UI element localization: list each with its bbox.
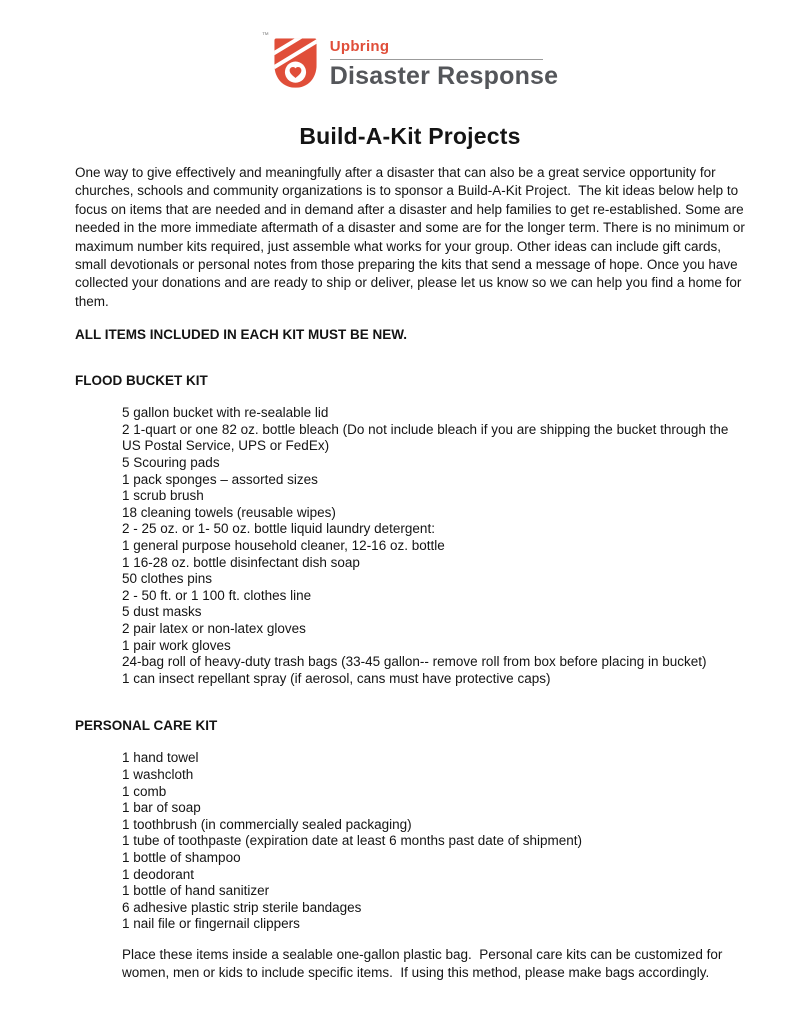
intro-paragraph: One way to give effectively and meaningfully after a disaster that can also be a great service opportunity for churches, schools and community organizations is to sponsor a Build-A-Kit Project. The kit ideas below help to focus on items that are needed and in demand after a disaster and help families to get re-established. Some are needed in the more immediate aftermath of a disaster and some are for the longer term. There is no minimum or maximum number kits required, just assemble what works for your group. Other ideas can include gift cards, small devotionals or personal notes from those preparing the kits that send a message of hope. Once you have collected your donations and are ready to ship or deliver, please let us know so we can help you find a home for them. xyxy=(75,165,749,309)
kit-item: 50 clothes pins xyxy=(122,571,213,587)
kit-item: 1 nail file or fingernail clippers xyxy=(122,916,300,932)
kit-item: 2 1-quart or one 82 oz. bottle bleach (Do not include bleach if you are shipping the bucket through the US Postal Service, UPS or FedEx) xyxy=(122,421,729,454)
kit-item: 6 adhesive plastic strip sterile bandages xyxy=(122,899,362,915)
section-heading-personal-care-kit: PERSONAL CARE KIT xyxy=(75,718,218,734)
kit-item: 1 toothbrush (in commercially sealed packaging) xyxy=(122,816,412,832)
personal-care-kit-list xyxy=(122,750,745,933)
kit-item: 1 bottle of hand sanitizer xyxy=(122,883,270,899)
kit-item: 2 pair latex or non-latex gloves xyxy=(122,620,306,636)
kit-item: 1 comb xyxy=(122,783,167,799)
logo-divider xyxy=(330,59,543,60)
kit-item: 18 cleaning towels (reusable wipes) xyxy=(122,504,336,520)
kit-item: 1 pack sponges – assorted sizes xyxy=(122,471,318,487)
kit-item: 24-bag roll of heavy-duty trash bags (33-45 gallon-- remove roll from box before placing in bucket) xyxy=(122,654,707,670)
kit-item: 1 tube of toothpaste (expiration date at least 6 months past date of shipment) xyxy=(122,833,583,849)
kit-item: 5 gallon bucket with re-sealable lid xyxy=(122,405,329,421)
kit-item: 1 16-28 oz. bottle disinfectant dish soap xyxy=(122,554,360,570)
trademark-symbol: ™ xyxy=(261,32,269,39)
kit-item: 1 hand towel xyxy=(122,750,199,766)
kit-item: 1 can insect repellant spray (if aerosol, cans must have protective caps) xyxy=(122,670,551,686)
kit-item: 1 scrub brush xyxy=(122,488,204,504)
closing-paragraph: Place these items inside a sealable one-gallon plastic bag. Personal care kits can be customized for women, men or kids to include specific items. If using this method, please make bags accordingly. xyxy=(122,946,727,981)
logo xyxy=(85,32,745,96)
logo-subtitle-text: Disaster Response xyxy=(329,62,559,90)
kit-item: 5 Scouring pads xyxy=(122,455,220,471)
logo-brand-text: Upbring xyxy=(329,38,390,55)
page-title: Build-A-Kit Projects xyxy=(299,123,521,149)
logo-text-block xyxy=(330,36,559,91)
kit-item: 1 bottle of shampoo xyxy=(122,849,241,865)
upbring-shield-heart-icon xyxy=(261,32,319,96)
kit-item: 1 pair work gloves xyxy=(122,637,231,653)
kit-item: 1 deodorant xyxy=(122,866,195,882)
kit-item: 2 - 25 oz. or 1- 50 oz. bottle liquid laundry detergent: xyxy=(122,521,435,537)
flood-bucket-kit-list xyxy=(122,405,745,687)
section-heading-flood-bucket-kit: FLOOD BUCKET KIT xyxy=(75,373,208,389)
new-items-notice: ALL ITEMS INCLUDED IN EACH KIT MUST BE NEW. xyxy=(75,327,408,343)
kit-item: 1 washcloth xyxy=(122,766,194,782)
kit-item: 2 - 50 ft. or 1 100 ft. clothes line xyxy=(122,587,312,603)
kit-item: 1 general purpose household cleaner, 12-16 oz. bottle xyxy=(122,538,445,553)
kit-item: 5 dust masks xyxy=(122,604,202,620)
kit-item: 1 bar of soap xyxy=(122,800,201,816)
